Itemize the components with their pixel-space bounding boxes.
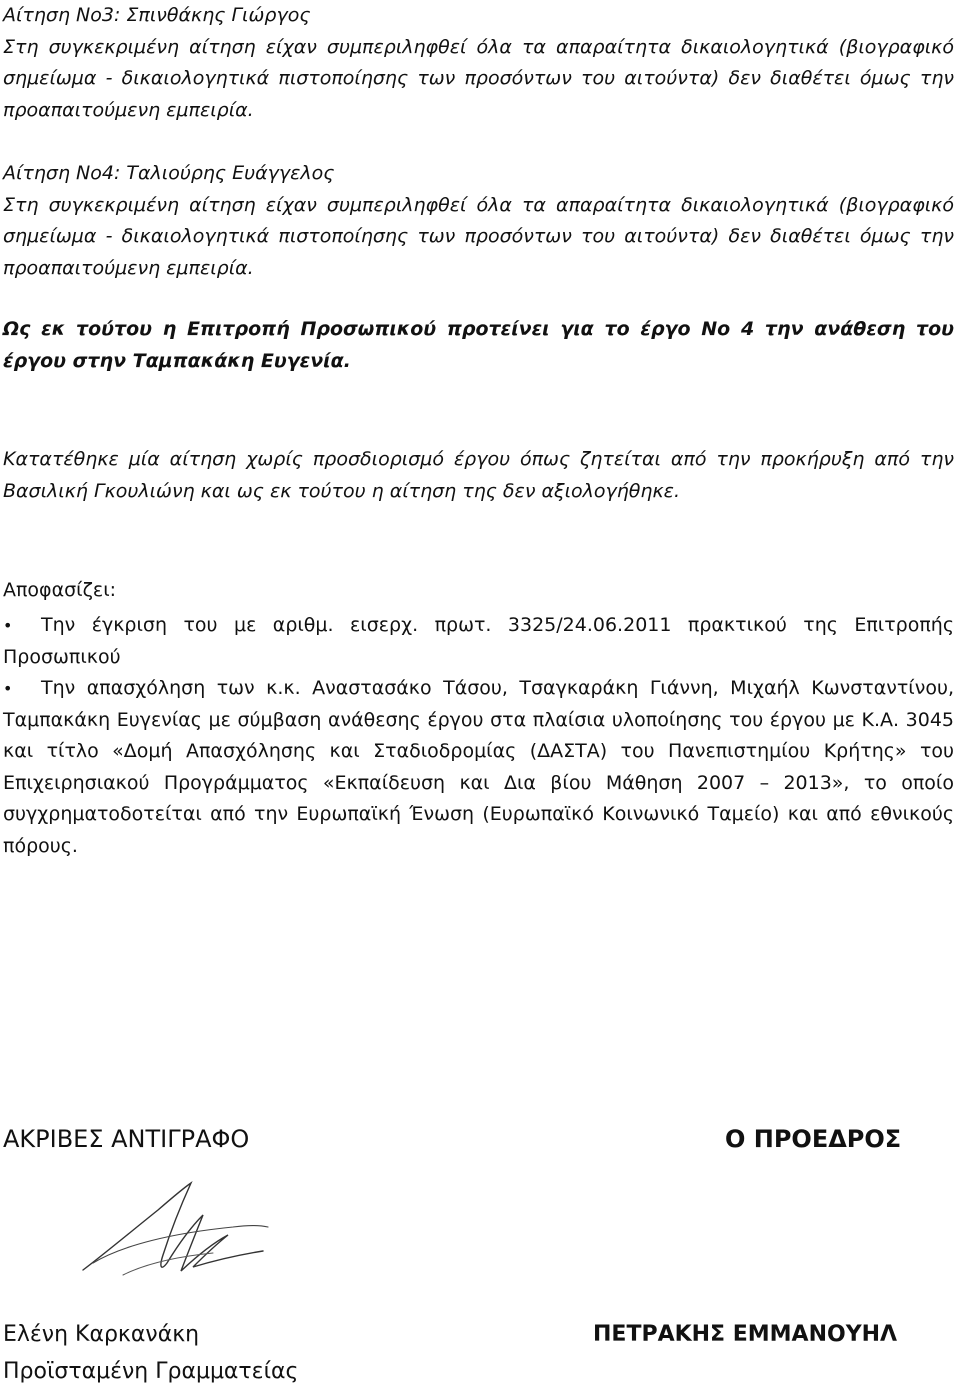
committee-conclusion: Ως εκ τούτου η Επιτροπή Προσωπικού προτείνει για το έργο Νο 4 την ανάθεση του έργου στην Ταμπακάκη Ευγενία.: [3, 318, 954, 372]
president-name: ΠΕΤΡΑΚΗΣ ΕΜΜΑΝΟΥΗΛ: [593, 1322, 898, 1347]
bullet-icon: •: [3, 616, 13, 635]
decision-item-text: Την απασχόληση των κ.κ. Αναστασάκο Τάσου, Τσαγκαράκη Γιάννη, Μιχαήλ Κωνσταντίνου, Ταμπακάκη Ευγενίας με σύμβαση ανάθεσης έργου στα πλαίσια υλοποίησης του έργου με Κ.Α. 3045 και τίτλο «Δομή Απασχόλησης και Σταδιοδρομίας (ΔΑΣΤΑ) του Πανεπιστημίου Κρήτης» του Επιχειρησιακού Προγράμματος «Εκπαίδευση και Δια βίου Μάθηση 2007 – 2013», το οποίο συγχρηματοδοτείται από την Ευρωπαϊκή Ένωση (Ευρωπαϊκό Κοινωνικό Ταμείο) και από εθνικούς πόρους.: [3, 677, 954, 857]
decision-item-2: [3, 673, 954, 862]
bullet-icon: •: [3, 679, 13, 698]
certified-copy-label: ΑΚΡΙΒΕΣ ΑΝΤΙΓΡΑΦΟ: [3, 1125, 250, 1153]
application-body: Στη συγκεκριμένη αίτηση είχαν συμπεριληφθεί όλα τα απαραίτητα δικαιολογητικά (βιογραφικό σημείωμα - δικαιολογητικά πιστοποίησης των προσόντων του αιτούντα) δεν διαθέτει όμως την προαπαιτούμενη εμπειρία.: [3, 193, 954, 279]
unassessed-application-note: Κατατέθηκε μία αίτηση χωρίς προσδιορισμό έργου όπως ζητείται από την προκήρυξη από την Βασιλική Γκουλιώνη και ως εκ τούτου η αίτηση της δεν αξιολογήθηκε.: [3, 448, 954, 502]
decision-item-1: [3, 610, 954, 673]
application-block-3: [3, 0, 954, 126]
application-title: Αίτηση Νο3: Σπινθάκης Γιώργος: [3, 4, 311, 26]
signature-scribble: [63, 1175, 283, 1285]
application-block-4: [3, 158, 954, 284]
decision-heading: Αποφασίζει:: [3, 579, 117, 601]
application-body: Στη συγκεκριμένη αίτηση είχαν συμπεριληφθεί όλα τα απαραίτητα δικαιολογητικά (βιογραφικό σημείωμα - δικαιολογητικά πιστοποίησης των προσόντων του αιτούντα) δεν διαθέτει όμως την προαπαιτούμενη εμπειρία.: [3, 35, 954, 121]
signatory-name: Ελένη Καρκανάκη: [3, 1322, 200, 1347]
application-title: Αίτηση Νο4: Ταλιούρης Ευάγγελος: [3, 162, 335, 184]
president-label: Ο ΠΡΟΕΔΡΟΣ: [725, 1125, 902, 1153]
decision-item-text: Την έγκριση του με αριθμ. εισερχ. πρωτ. 3325/24.06.2011 πρακτικού της Επιτροπής Προσωπικού: [3, 614, 954, 668]
signatory-role: Προϊσταμένη Γραμματείας: [3, 1359, 299, 1384]
